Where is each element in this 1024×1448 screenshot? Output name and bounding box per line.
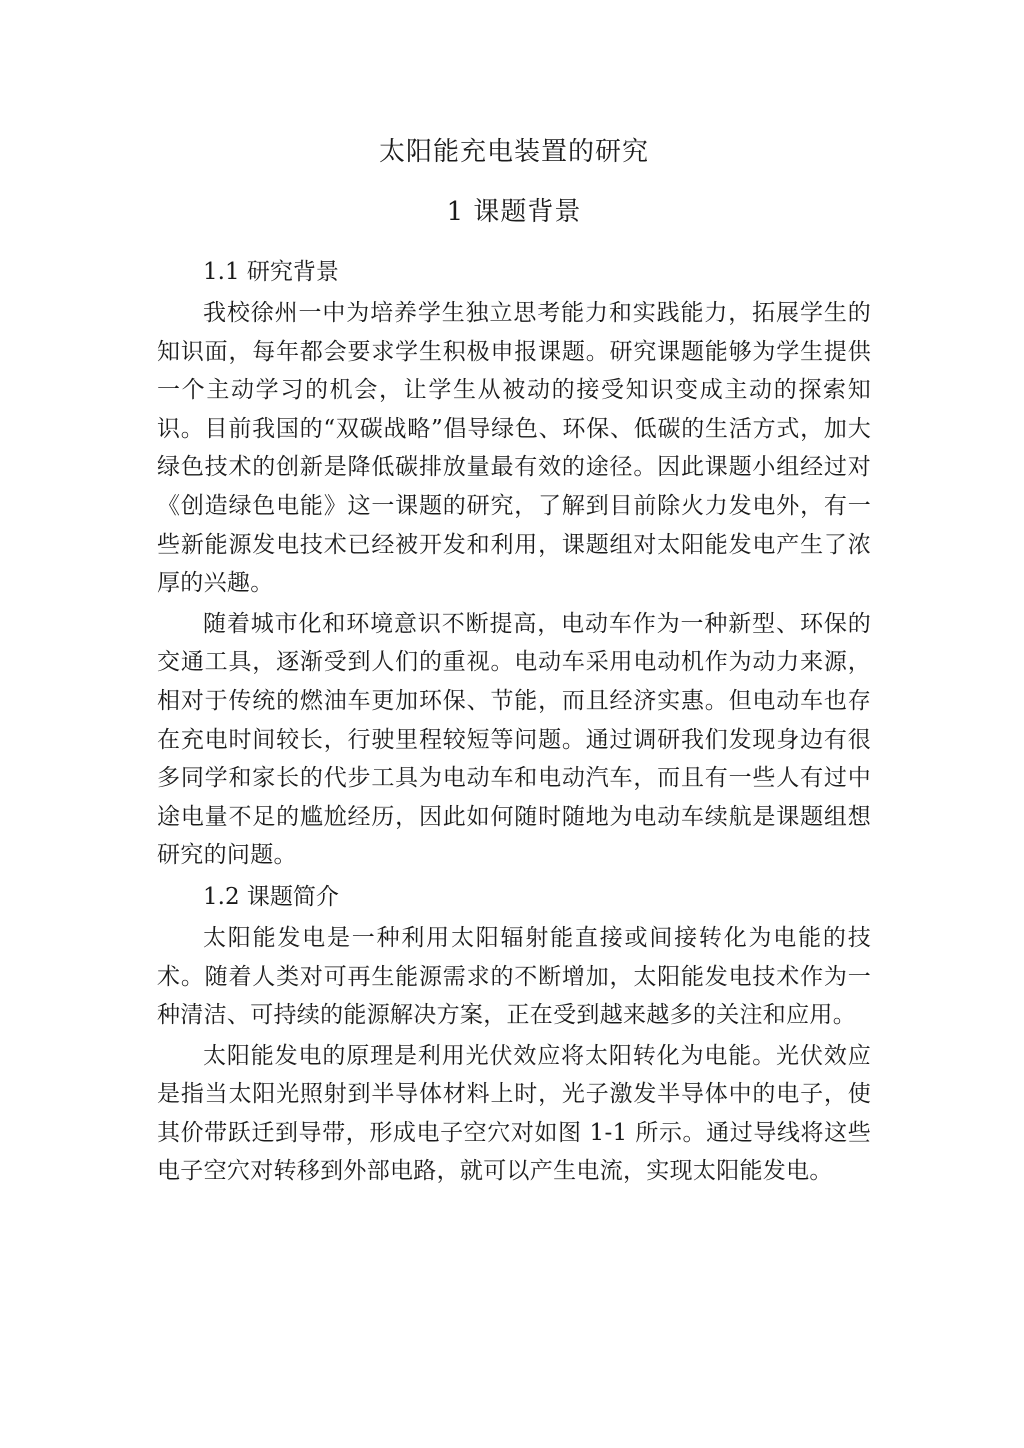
subsection-heading-project-intro: 1.2 课题简介 <box>203 883 339 910</box>
paragraph-research-background-2: 随着城市化和环境意识不断提高，电动车作为一种新型、环保的交通工具，逐渐受到人们的重视。电动车采用电动机作为动力来源，相对于传统的燃油车更加环保、节能，而且经济实惠。但电动车也存在充电时间较长，行驶里程较短等问题。通过调研我们发现身边有很多同学和家长的代步工具为电动车和电动汽车，而且有一些人有过中途电量不足的尴尬经历，因此如何随时随地为电动车续航是课题组想研究的问题。 <box>157 610 871 869</box>
subsection-heading-research-background: 1.1 研究背景 <box>203 259 339 285</box>
document-title: 太阳能充电装置的研究 <box>378 137 649 167</box>
paragraph-project-intro-2: 太阳能发电的原理是利用光伏效应将太阳转化为电能。光伏效应是指当太阳光照射到半导体材料上时，光子激发半导体中的电子，使其价带跃迁到导带，形成电子空穴对如图 1-1 所示。通过导线将这些电子空穴对转移到外部电路，就可以产生电流，实现太阳能发电。 <box>157 1042 871 1185</box>
section-heading-background: 1 课题背景 <box>446 197 582 227</box>
paragraph-project-intro-1: 太阳能发电是一种利用太阳辐射能直接或间接转化为电能的技术。随着人类对可再生能源需求的不断增加，太阳能发电技术作为一种清洁、可持续的能源解决方案，正在受到越来越多的关注和应用。 <box>157 924 871 1029</box>
paragraph-research-background-1: 我校徐州一中为培养学生独立思考能力和实践能力，拓展学生的知识面，每年都会要求学生积极申报课题。研究课题能够为学生提供一个主动学习的机会，让学生从被动的接受知识变成主动的探索知识。目前我国的“双碳战略”倡导绿色、环保、低碳的生活方式，加大绿色技术的创新是降低碳排放量最有效的途径。因此课题小组经过对《创造绿色电能》这一课题的研究，了解到目前除火力发电外，有一些新能源发电技术已经被开发和利用，课题组对太阳能发电产生了浓厚的兴趣。 <box>157 300 871 597</box>
document-body <box>157 132 871 1193</box>
